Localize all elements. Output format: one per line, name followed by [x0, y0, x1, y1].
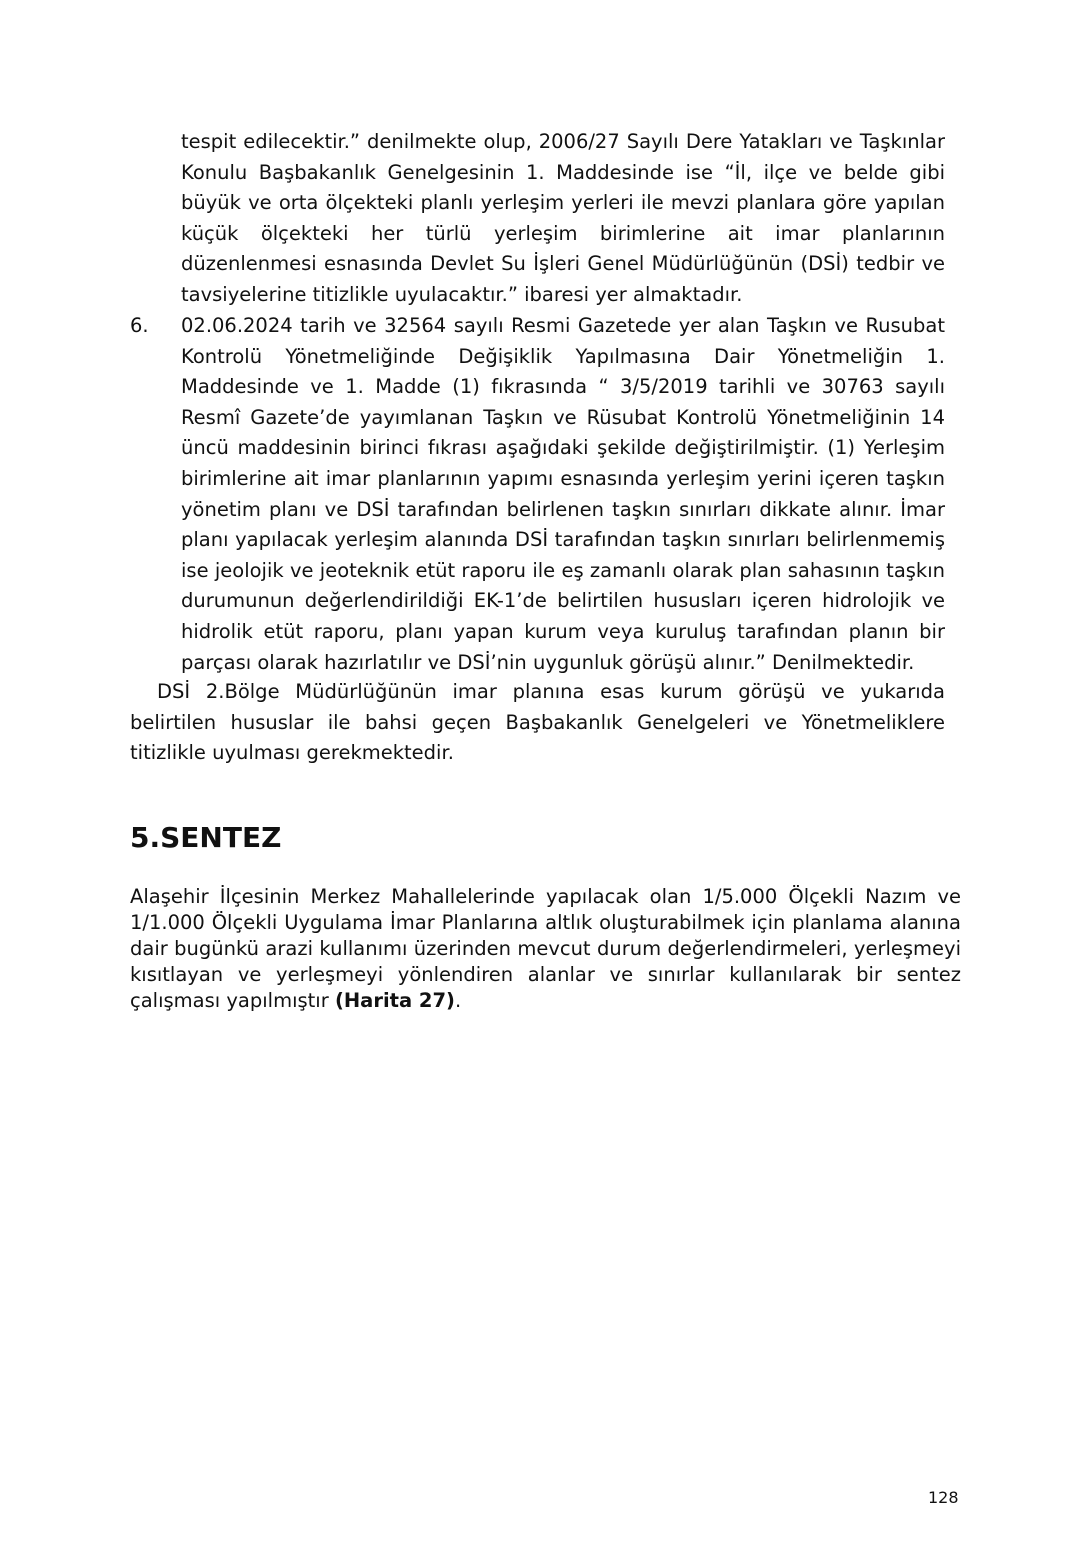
section-body-paragraph: [130, 884, 961, 1014]
section-heading: 5.SENTEZ: [130, 821, 282, 854]
page-number: 128: [928, 1488, 959, 1507]
dsi-note-paragraph: DSİ 2.Bölge Müdürlüğünün imar planına esas kurum görüşü ve yukarıda belirtilen hususlar ile bahsi geçen Başbakanlık Genelgeleri ve Yönetmeliklere titizlikle uyulması gerekmektedir.: [130, 680, 945, 765]
map-reference: (Harita 27): [334, 989, 455, 1012]
list-item-text: 02.06.2024 tarih ve 32564 sayılı Resmi Gazetede yer alan Taşkın ve Rusubat Kontrolü Yönetmeliğinde Değişiklik Yapılmasına Dair Yönetmeliğin 1. Maddesinde ve 1. Madde (1) fıkrasında “ 3/5/2019 tarihli ve 30763 sayılı Resmî Gazete’de yayımlanan Taşkın ve Rüsubat Kontrolü Yönetmeliğinin 14 üncü maddesinin birinci fıkrası aşağıdaki şekilde değiştirilmiştir. (1) Yerleşim birimlerine ait imar planlarının yapımı esnasında yerleşim yerini içeren taşkın yönetim planı ve DSİ tarafından belirlenen taşkın sınırları dikkate alınır. İmar planı yapılacak yerleşim alanında DSİ tarafından taşkın sınırları belirlenmemiş ise jeolojik ve jeoteknik etüt raporu ile eş zamanlı olarak plan sahasının taşkın durumunun değerlendirildiği EK-1’de belirtilen hususları içeren hidrolojik ve hidrolik etüt raporu, planı yapan kurum veya kuruluş tarafından planın bir parçası olarak hazırlatılır ve DSİ’nin uygunluk görüşü alınır.” Denilmektedir.: [181, 314, 945, 674]
section-body-text: Alaşehir İlçesinin Merkez Mahallelerinde yapılacak olan 1/5.000 Ölçekli Nazım ve 1/1.000 Ölçekli Uygulama İmar Planlarına altlık oluşturabilmek için planlama alanına dair bugünkü arazi kullanımı üzerinden mevcut durum değerlendirmeleri, yerleşmeyi kısıtlayan ve yerleşmeyi yönlendiren alanlar ve sınırlar kullanılarak bir sentez çalışması yapılmıştır: [130, 885, 961, 1012]
paragraph-continuation: tespit edilecektir.” denilmekte olup, 2006/27 Sayılı Dere Yatakları ve Taşkınlar Konulu Başbakanlık Genelgesinin 1. Maddesinde ise “İl, ilçe ve belde gibi büyük ve orta ölçekteki planlı yerleşim yerleri ile mevzi planlara göre yapılan küçük ölçekteki her türlü yerleşim birimlerine ait imar planlarının düzenlenmesi esnasında Devlet Su İşleri Genel Müdürlüğünün (DSİ) tedbir ve tavsiyelerine titizlikle uyulacaktır.” ibaresi yer almaktadır.: [181, 130, 945, 306]
section-body-end: .: [454, 989, 462, 1012]
list-item-number: 6.: [130, 314, 149, 337]
